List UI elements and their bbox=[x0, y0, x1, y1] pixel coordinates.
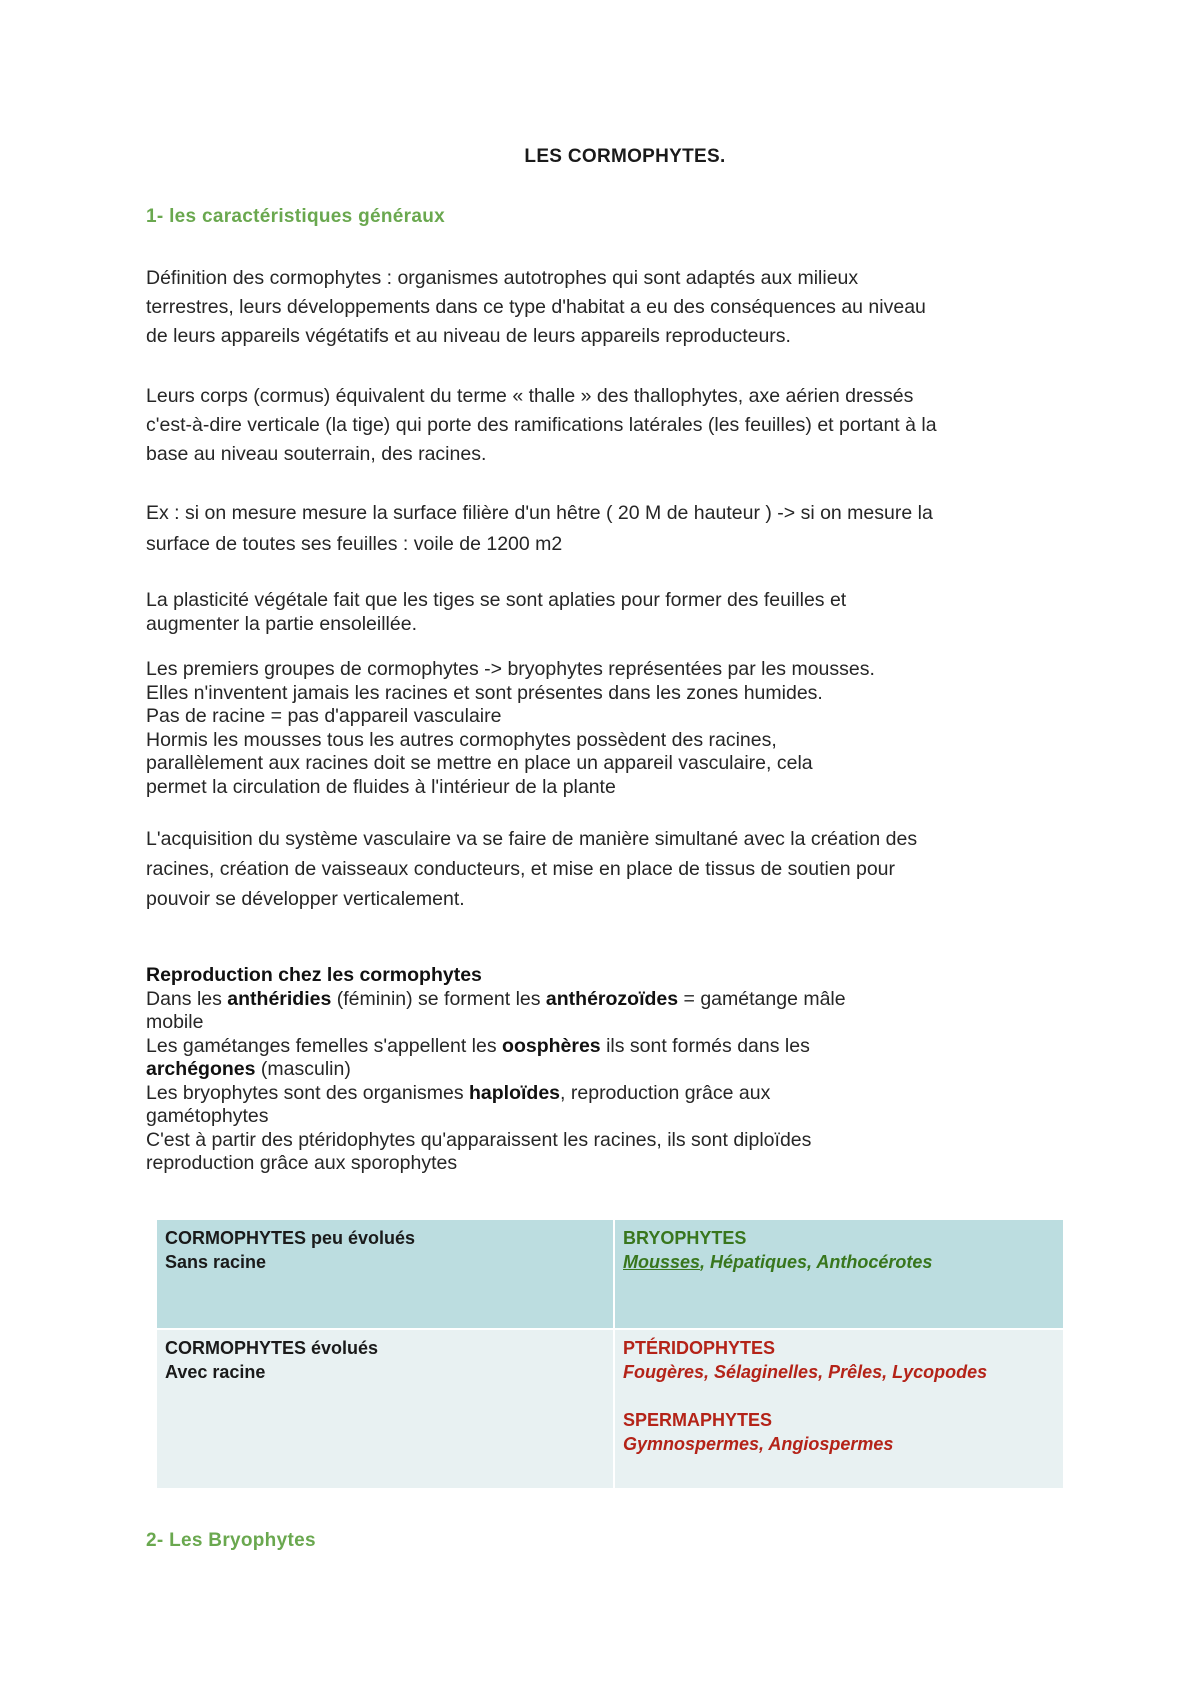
text-line: de leurs appareils végétatifs et au niveau de leurs appareils reproducteurs. bbox=[146, 325, 791, 347]
text-span: , reproduction grâce aux bbox=[560, 1081, 771, 1104]
term-antherozoides: anthérozoïdes bbox=[545, 987, 679, 1010]
text-line: racines, création de vaisseaux conducteurs, et mise en place de tissus de soutien pour bbox=[146, 858, 896, 880]
term-archegones: archégones bbox=[146, 1058, 256, 1080]
text-line bbox=[146, 1035, 1026, 1059]
table-cell-bryophytes bbox=[615, 1220, 1063, 1328]
text-span: (féminin) se forment les bbox=[331, 987, 546, 1010]
text-span: = gamétange mâle bbox=[678, 987, 846, 1010]
group-title-bryophytes: BRYOPHYTES bbox=[623, 1228, 747, 1248]
text-line: Les premiers groupes de cormophytes -> bryophytes représentées par les mousses. bbox=[146, 658, 875, 680]
text-line bbox=[146, 988, 1026, 1012]
text-line: reproduction grâce aux sporophytes bbox=[146, 1152, 458, 1174]
text-span: Les gamétanges femelles s'appellent les bbox=[146, 1034, 503, 1057]
text-line: parallèlement aux racines doit se mettre en place un appareil vasculaire, cela bbox=[146, 752, 813, 774]
text-line: gamétophytes bbox=[146, 1105, 269, 1127]
text-line: c'est-à-dire verticale (la tige) qui porte des ramifications latérales (les feuilles) et portant à la bbox=[146, 414, 937, 436]
text-line: mobile bbox=[146, 1011, 204, 1033]
spacer bbox=[623, 1384, 1055, 1408]
text-line: terrestres, leurs développements dans ce type d'habitat a eu des conséquences au niveau bbox=[146, 296, 926, 318]
group-members-spermaphytes: Gymnospermes, Angiospermes bbox=[623, 1434, 894, 1454]
paragraph-first-groups bbox=[146, 658, 1066, 799]
table-row bbox=[157, 1220, 1063, 1328]
text-span: (masculin) bbox=[255, 1058, 351, 1080]
text-span: , Hépatiques, Anthocérotes bbox=[700, 1252, 933, 1272]
table-cell-evolved bbox=[157, 1330, 613, 1488]
text-line: Leurs corps (cormus) équivalent du terme « thalle » des thallophytes, axe aérien dressés bbox=[146, 385, 914, 407]
text-line bbox=[146, 1082, 1026, 1106]
group-members-bryophytes bbox=[623, 1250, 1055, 1274]
cell-subtitle: Avec racine bbox=[165, 1362, 266, 1382]
text-line: Définition des cormophytes : organismes autotrophes qui sont adaptés aux milieux bbox=[146, 267, 859, 289]
paragraph-example bbox=[146, 498, 1066, 560]
paragraph-reproduction bbox=[146, 964, 1026, 1176]
section-heading-2: 2- Les Bryophytes bbox=[146, 1530, 316, 1551]
term-haploides: haploïdes bbox=[469, 1081, 561, 1104]
term-mousses: Mousses bbox=[623, 1252, 701, 1272]
text-line bbox=[146, 1058, 1026, 1082]
text-span: Les bryophytes sont des organismes bbox=[146, 1081, 470, 1104]
classification-table bbox=[155, 1218, 1065, 1490]
text-line: La plasticité végétale fait que les tiges se sont aplaties pour former des feuilles et bbox=[146, 589, 847, 611]
text-line: pouvoir se développer verticalement. bbox=[146, 888, 465, 910]
term-oospheres: oosphères bbox=[502, 1034, 601, 1057]
cell-title: CORMOPHYTES peu évolués bbox=[165, 1228, 416, 1248]
cell-title: CORMOPHYTES évolués bbox=[165, 1338, 379, 1358]
document-title: LES CORMOPHYTES. bbox=[524, 146, 726, 167]
term-antheridies: anthéridies bbox=[227, 987, 332, 1010]
text-line: base au niveau souterrain, des racines. bbox=[146, 443, 487, 465]
text-line: permet la circulation de fluides à l'intérieur de la plante bbox=[146, 775, 616, 798]
text-span: Dans les bbox=[146, 987, 228, 1010]
cell-subtitle: Sans racine bbox=[165, 1252, 267, 1272]
paragraph-vascular-system bbox=[146, 824, 1066, 914]
text-line: Hormis les mousses tous les autres cormophytes possèdent des racines, bbox=[146, 728, 777, 751]
text-line: Ex : si on mesure mesure la surface filière d'un hêtre ( 20 M de hauteur ) -> si on mesure la bbox=[146, 502, 933, 524]
text-line: C'est à partir des ptéridophytes qu'apparaissent les racines, ils sont diploïdes bbox=[146, 1128, 812, 1151]
paragraph-cormus bbox=[146, 382, 1066, 469]
section-heading-1: 1- les caractéristiques généraux bbox=[146, 206, 445, 227]
text-line: Elles n'inventent jamais les racines et sont présentes dans les zones humides. bbox=[146, 681, 823, 704]
group-title-spermaphytes: SPERMAPHYTES bbox=[623, 1410, 773, 1430]
paragraph-definition bbox=[146, 264, 1066, 351]
reproduction-heading: Reproduction chez les cormophytes bbox=[146, 964, 482, 986]
text-line: L'acquisition du système vasculaire va se faire de manière simultané avec la création des bbox=[146, 828, 918, 850]
text-span: ils sont formés dans les bbox=[600, 1034, 810, 1057]
paragraph-plasticity bbox=[146, 588, 1066, 636]
text-line: Pas de racine = pas d'appareil vasculaire bbox=[146, 705, 502, 727]
group-members-pteridophytes: Fougères, Sélaginelles, Prêles, Lycopodes bbox=[623, 1362, 988, 1382]
text-line: augmenter la partie ensoleillée. bbox=[146, 613, 418, 635]
group-title-pteridophytes: PTÉRIDOPHYTES bbox=[623, 1338, 776, 1358]
table-row bbox=[157, 1330, 1063, 1488]
text-line: surface de toutes ses feuilles : voile de 1200 m2 bbox=[146, 533, 563, 555]
table-cell-primitive bbox=[157, 1220, 613, 1328]
table-cell-vascular-groups bbox=[615, 1330, 1063, 1488]
